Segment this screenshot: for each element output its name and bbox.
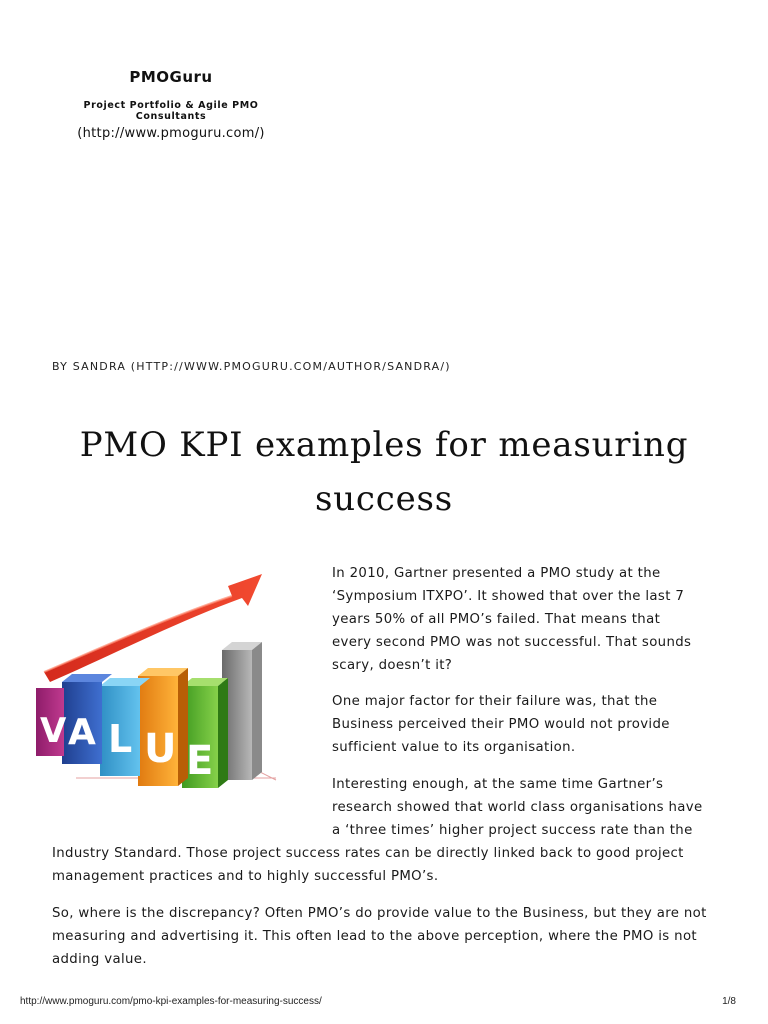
brand-url-link[interactable]: (http://www.pmoguru.com/) <box>77 126 265 141</box>
image-letter: E <box>186 738 214 784</box>
article-title-line-1: PMO KPI examples for measuring <box>79 425 689 465</box>
value-growth-illustration <box>36 560 298 828</box>
brand-logo-link[interactable]: PMOGuru <box>129 68 213 86</box>
paragraph-intro: In 2010, Gartner presented a PMO study at the ‘Symposium ITXPO’. It showed that over the last 7 years 50% of all PMO’s failed. That means that every second PMO was not successful. That sounds scary, doesn’t it? <box>332 566 692 673</box>
print-footer <box>20 996 748 1010</box>
image-letter: U <box>144 726 177 772</box>
author-link[interactable]: BY SANDRA (HTTP://WWW.PMOGURU.COM/AUTHOR/SANDRA/) <box>52 360 451 373</box>
site-brand <box>52 68 290 141</box>
image-letter: L <box>108 717 133 761</box>
paragraph-research-part-2: Industry Standard. Those project success rates can be directly linked back to good project management practices and to highly successful PMO’s. <box>52 846 684 884</box>
article-title-line-2: success <box>314 479 454 519</box>
paragraph-discrepancy: So, where is the discrepancy? Often PMO’s do provide value to the Business, but they are not measuring and advertising it. This often lead to the above perception, where the PMO is not adding value. <box>52 906 707 967</box>
author-byline <box>52 360 451 373</box>
paragraph-research-part-1: Interesting enough, at the same time Gartner’s research showed that world class organisations have a ‘three times’ higher project success rate than the <box>332 777 703 838</box>
print-page-number: 1/8 <box>722 996 736 1007</box>
article-title <box>40 418 728 526</box>
image-letter: V <box>40 711 67 751</box>
image-letter: A <box>68 712 96 753</box>
print-page-url: http://www.pmoguru.com/pmo-kpi-examples-for-measuring-success/ <box>20 996 322 1007</box>
paragraph-failure-factor: One major factor for their failure was, that the Business perceived their PMO would not provide sufficient value to its organisation. <box>332 694 670 755</box>
brand-tagline: Project Portfolio & Agile PMO Consultants <box>83 100 259 122</box>
